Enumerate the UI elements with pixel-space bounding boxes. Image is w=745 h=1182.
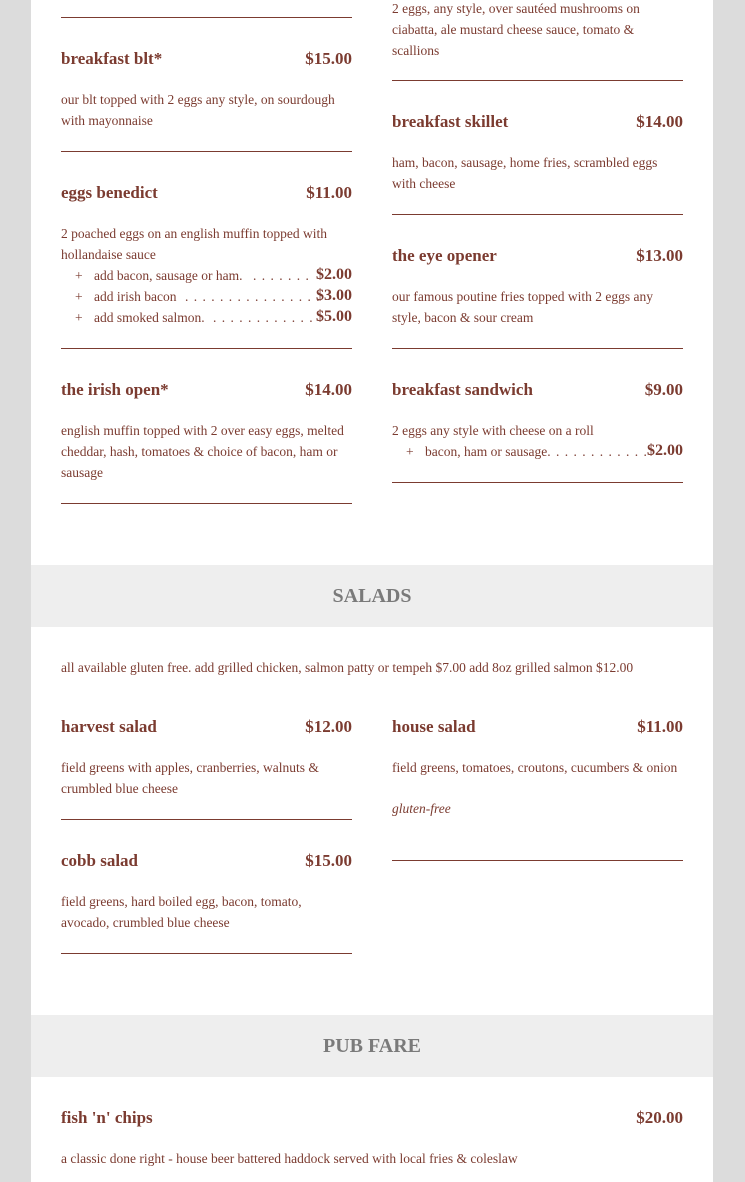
section-header-pub-fare: PUB FARE [31,1015,713,1077]
addon-price: $2.00 [316,266,352,283]
item-description: a classic done right - house beer battered haddock served with local fries & coleslaw [61,1151,518,1166]
addon-row [61,265,352,286]
salads-note: all available gluten free. add grilled chicken, salmon patty or tempeh $7.00 add 8oz grilled salmon $12.00 [61,660,634,675]
menu-panel [31,0,713,1182]
plus-icon: + [406,444,414,459]
item-description: our blt topped with 2 eggs any style, on sourdough with mayonnaise [61,92,335,128]
item-price: $15.00 [305,49,352,68]
item-name: fish 'n' chips [61,1108,153,1127]
item-description: 2 eggs any style with cheese on a roll [392,423,594,438]
item-name: breakfast skillet [392,112,509,131]
divider [392,482,683,483]
addon-price: $2.00 [647,442,683,459]
menu-item [61,715,352,799]
item-price: $9.00 [644,380,683,399]
gluten-free-tag: gluten-free [392,801,451,816]
divider [392,860,683,861]
divider [61,819,352,820]
item-description: english muffin topped with 2 over easy eggs, melted cheddar, hash, tomatoes & choice of bacon, ham or sausage [61,423,344,480]
addon-price: $5.00 [316,308,352,325]
item-description: 2 eggs, any style, over sautéed mushrooms on ciabatta, ale mustard cheese sauce, tomato & scallions [392,1,640,58]
plus-icon: + [75,289,83,304]
item-price: $14.00 [636,112,683,131]
divider [392,214,683,215]
item-name: the eye opener [392,246,497,265]
divider [61,503,352,504]
item-price: $14.00 [305,380,352,399]
menu-item [392,378,683,462]
divider [61,17,352,18]
menu-item [61,47,352,131]
item-name: cobb salad [61,851,138,870]
menu-item [392,244,683,328]
dot-leader: . . . . . . . [253,268,310,283]
addon-label: add bacon, sausage or ham. [94,268,243,283]
item-name: eggs benedict [61,183,158,202]
section-header-salads: SALADS [31,565,713,627]
divider [61,953,352,954]
divider [392,80,683,81]
item-price: $13.00 [636,246,683,265]
item-description: field greens with apples, cranberries, walnuts & crumbled blue cheese [61,760,319,796]
plus-icon: + [75,268,83,283]
item-description: our famous poutine fries topped with 2 eggs any style, bacon & sour cream [392,289,653,325]
addon-row [61,286,352,307]
menu-item [61,1106,683,1169]
item-price: $11.00 [637,717,683,736]
dot-leader: . . . . . . . . . . . . . . . . [185,289,321,304]
item-price: $20.00 [636,1108,683,1127]
menu-item [392,110,683,194]
item-name: breakfast blt* [61,49,163,68]
addon-label: add irish bacon [94,289,177,304]
addon-label: add smoked salmon. [94,310,205,325]
item-price: $15.00 [305,851,352,870]
item-price: $11.00 [306,183,352,202]
menu-item [61,849,352,933]
divider [61,348,352,349]
item-description: field greens, tomatoes, croutons, cucumbers & onion [392,760,678,775]
addon-price: $3.00 [316,287,352,304]
addon-label: bacon, ham or sausage. [425,444,551,459]
item-description: ham, bacon, sausage, home fries, scrambled eggs with cheese [392,155,658,191]
menu-item [61,378,352,483]
menu-item [392,715,683,819]
item-name: house salad [392,717,476,736]
plus-icon: + [75,310,83,325]
item-name: harvest salad [61,717,157,736]
dot-leader: . . . . . . . . . . . . [213,310,314,325]
addon-row [61,307,352,328]
divider [61,151,352,152]
menu-item [61,181,352,328]
addon-row [392,441,683,462]
dot-leader: . . . . . . . . . . . [556,444,648,459]
divider [392,348,683,349]
item-name: breakfast sandwich [392,380,533,399]
item-name: the irish open* [61,380,169,399]
item-description: 2 poached eggs on an english muffin topped with hollandaise sauce [61,226,327,262]
item-price: $12.00 [305,717,352,736]
item-description: field greens, hard boiled egg, bacon, tomato, avocado, crumbled blue cheese [61,894,302,930]
